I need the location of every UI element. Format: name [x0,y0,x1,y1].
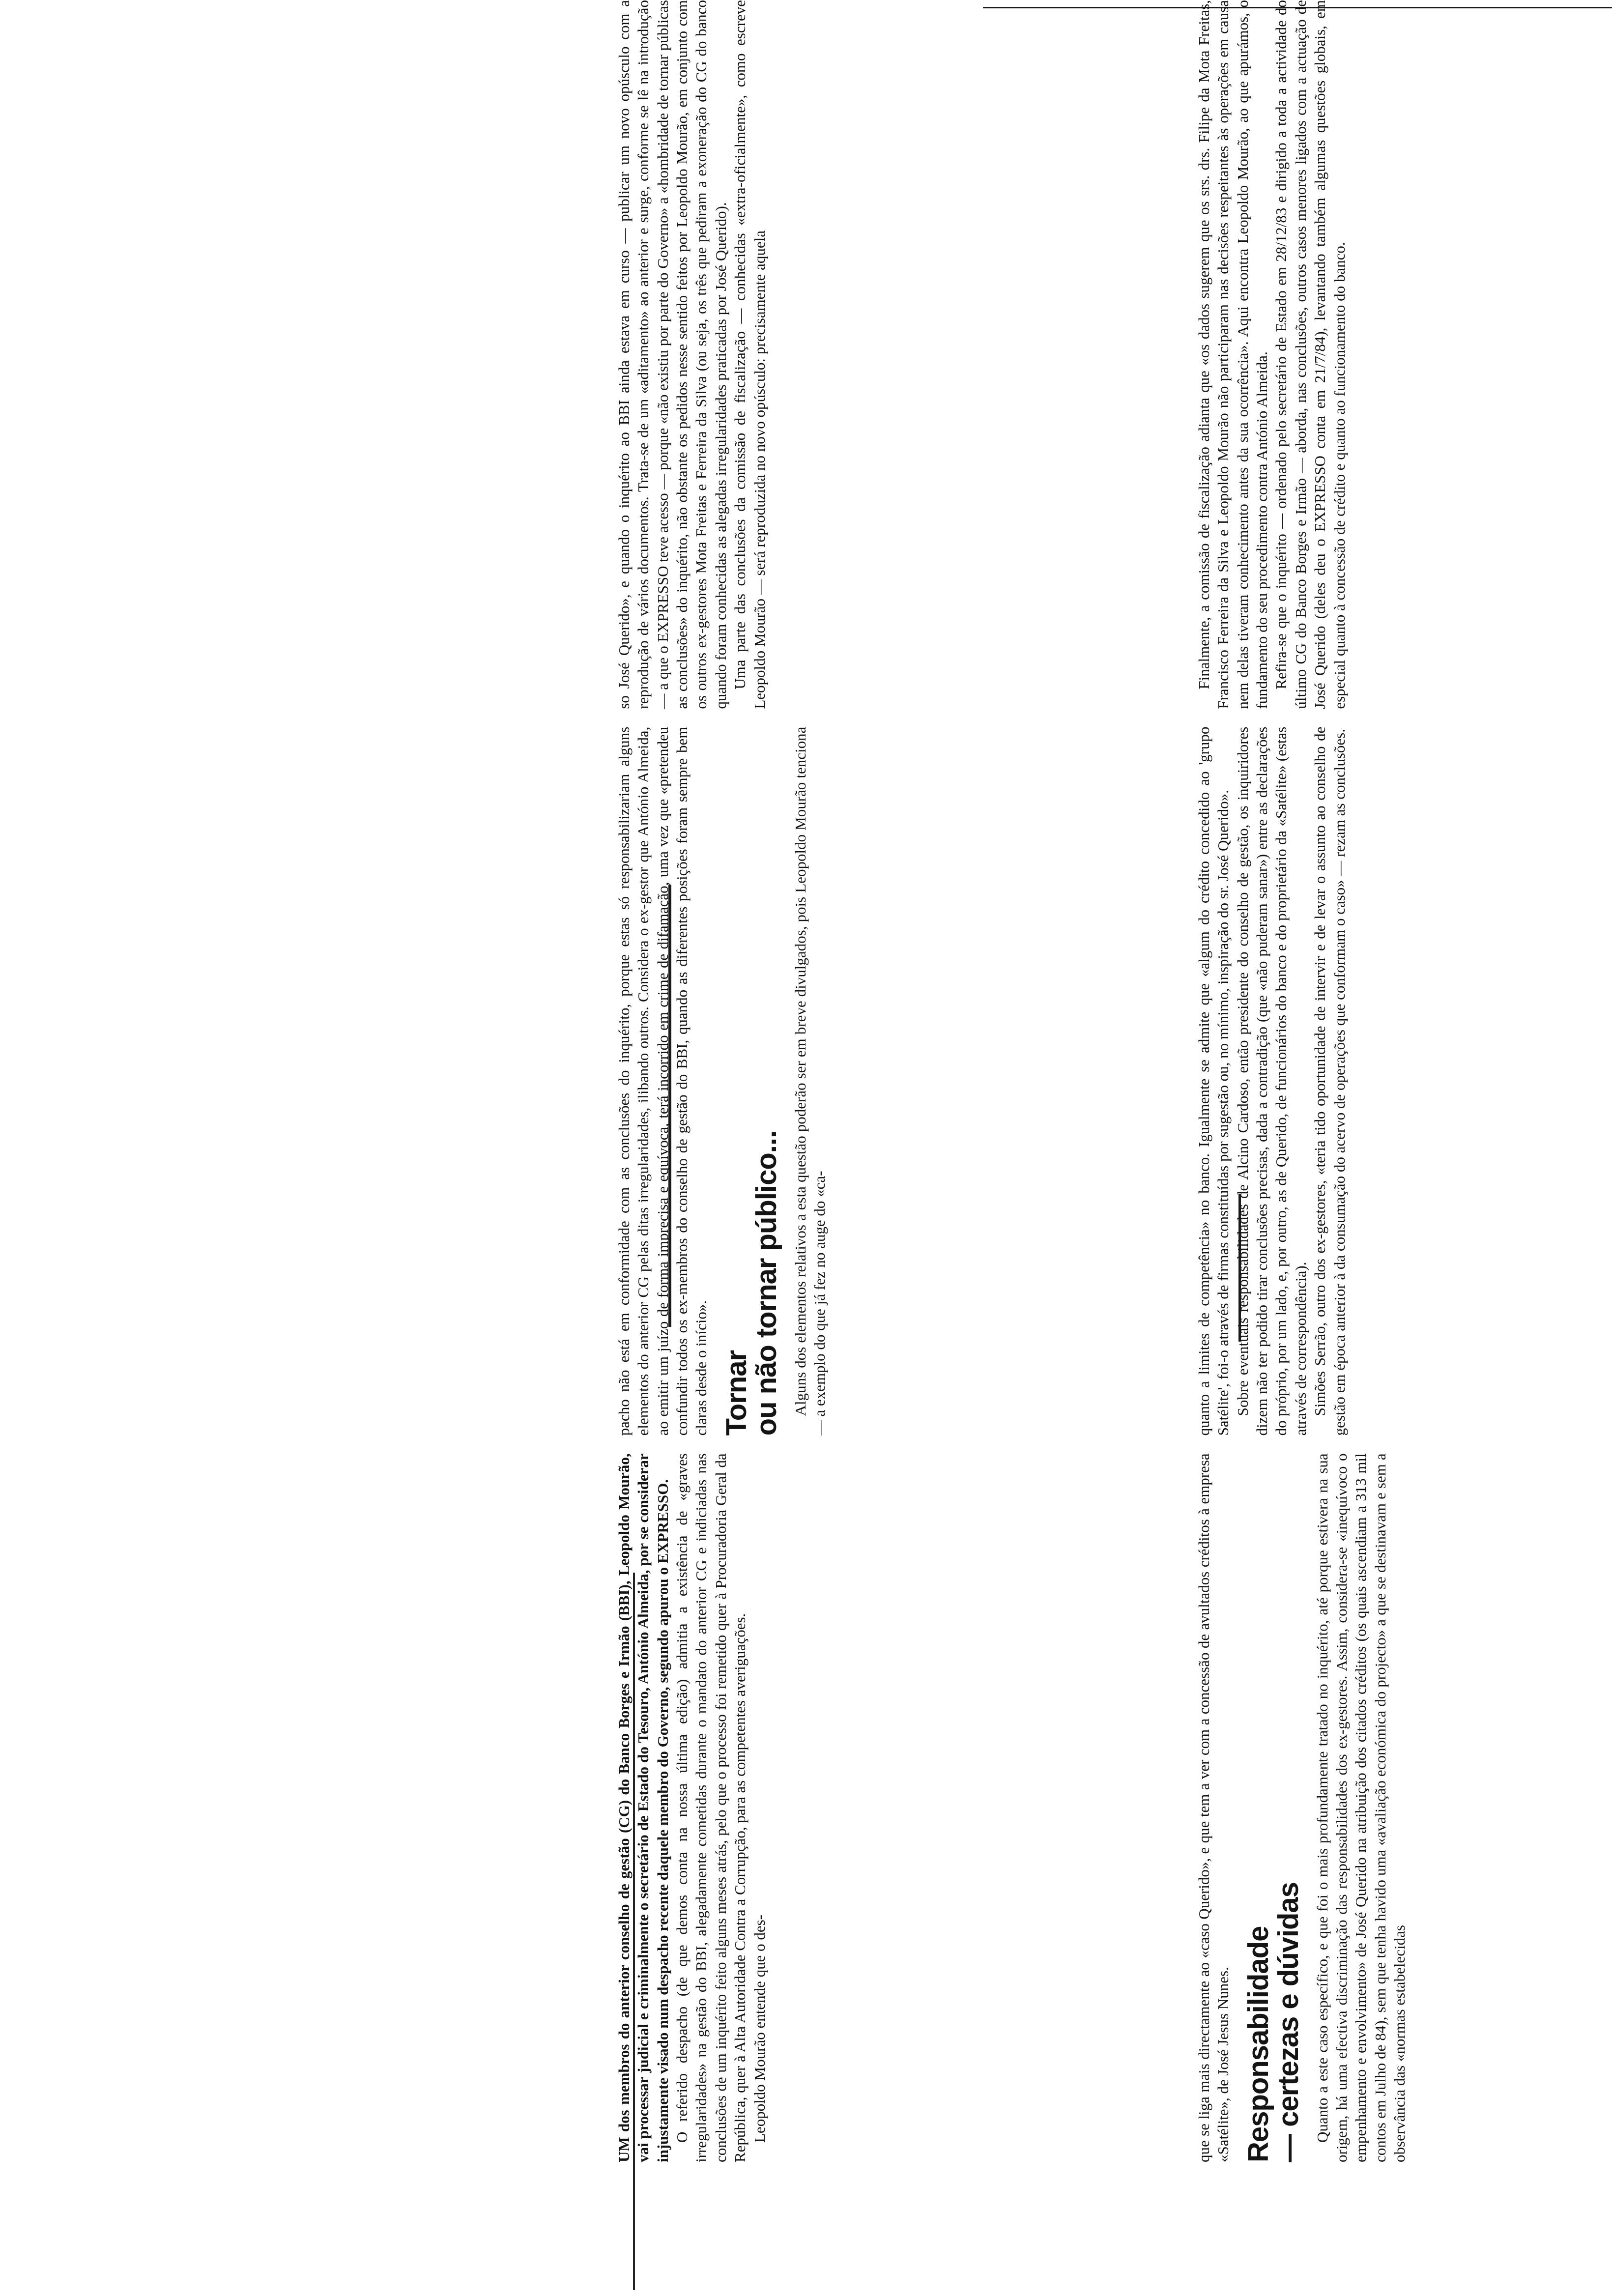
paragraph: so José Querido», e quando o inquérito ao BBI ainda estava em curso — publicar um novo opúsculo com a reprodução de vários documentos. Trata-se de um «aditamento» ao anterior e surge, conforme se lê na introdução — a que o EXPRESSO teve acesso — porque «não existiu por parte do Governo» a «hombridade de tornar públicas as conclusões» do inquérito, não obstante os pedidos nesse sentido feitos por Leopoldo Mourão, em conjunto com os outros ex-gestores Mota Freitas e Ferreira da Silva (ou seja, os três que pediram a exoneração do CG do banco quando foram conhecidas as alegadas irregularidades praticadas por José Querido). [615,0,729,709]
paragraph: Alguns dos elementos relativos a esta questão poderão ser em breve divulgados, pois Leopoldo Mourão tenciona — a exemplo do que já fez no auge do «ca- [791,726,828,1436]
paragraph: Finalmente, a comissão de fiscalização adianta que «os dados sugerem que os srs. drs. Filipe da Mota Freitas, Francisco Ferreira da Silva e Leopoldo Mourão não participaram nas decisões respeitantes às operações em causa nem delas tiveram conhecimento antes da sua ocorrência». Aqui encontra Leopoldo Mourão, ao que apurámos, o fundamento do seu procedimento contra António Almeida. [1195,0,1271,709]
article-column [1194,0,1612,709]
subheading-line: Responsabilidade [1242,1926,1274,2162]
paragraph: Quanto a este caso específico, e que foi o mais profundamente tratado no inquérito, até porque estivera na sua origem, há uma efectiva discriminação das responsabilidades dos ex-gestores. Assim, considera-se «inequívoco o empenhamento e envolvimento» de José Querido na atribuição dos citados créditos (os quais ascendiam a 313 mil contos em Julho de 84), sem que tenha havido uma «avaliação económica do projecto» a que se destinavam e sem a observância das «normas estabelecidas [1313,1453,1408,2162]
paragraph: Uma parte das conclusões da comissão de fiscalização — conhecidas «extra-oficialmente», como escreve Leopoldo Mourão — será reproduzida no novo opúsculo: precisamente aquela [731,0,768,709]
subheading-line: Tornar [720,1350,752,1436]
newspaper-article [614,0,1612,2162]
subheading-line: — certezas e dúvidas [1272,1882,1304,2162]
paragraph: Simões Serrão, outro dos ex-gestores, «teria tido oportunidade de intervir e de levar o assunto ao conselho de gestão em época anterior à da consumação do acervo de operações que conformam o caso» — rezam as conclusões. [1311,726,1348,1436]
subheading-line: ou não tornar público... [750,1130,782,1436]
article-column [614,0,1175,709]
paragraph: Sobre eventuais responsabilidades de Alcino Cardoso, então presidente do conselho de gestão, os inquiridores dizem não ter podido tirar conclusões precisas, dada a contradição (que «não puderam sanar») entre as declarações do próprio, por um lado, e, por outro, as de Querido, de funcionários do banco e do proprietário da «Satélite» (estas através de correspondência). [1234,726,1309,1436]
section-subheading [722,727,782,1436]
article-column [1194,727,1612,1436]
article-column [1194,1453,1612,2162]
paragraph: Refira-se que o inquérito — ordenado pelo secretário de Estado em 28/12/83 e dirigido a toda a actividade do último CG do Banco Borges e Irmão — aborda, nas conclusões, outros casos menores ligados com a actuação de José Querido (deles deu o EXPRESSO conta em 21/7/84), levantando também algumas questões globais, em especial quanto à concessão de crédito e quanto ao funcionamento do banco. [1272,0,1348,709]
paragraph: pacho não está em conformidade com as conclusões do inquérito, porque estas só responsabilizariam alguns elementos do anterior CG pelas ditas irregularidades, ilibando outros. Considera o ex-gestor que António Almeida, ao emitir um juízo de forma imprecisa e equívoca, terá incorrido em crime de difamação, uma vez que «pretendeu confundir todos os ex-membros do conselho de gestão do BBI, quando as diferentes posições foram sempre bem claras desde o início». [615,726,710,1436]
paragraph: Leopoldo Mourão entende que o des- [750,1914,768,2143]
article-column [614,727,1175,1436]
section-subheading [1244,1453,1304,2162]
article-column [614,1453,1175,2162]
paragraph: quanto a limites de competência» no banco. Igualmente se admite que «algum do crédito concedido ao 'grupo Satélite', foi-o através de firmas constituídas por sugestão ou, no mínimo, inspiração do sr. José Querido». [1195,726,1232,1436]
paragraph: O referido despacho (de que demos conta na nossa última edição) admitia a existência de «graves irregularidades» na gestão do BBI, alegadamente cometidas durante o mandato do anterior CG e indiciadas nas conclusões de um inquérito feito alguns meses atrás, pelo que o processo foi remetido quer à Procuradoria Geral da República, quer à Alta Autoridade Contra a Corrupção, para as competentes averiguações. [673,1453,749,2162]
paragraph: que se liga mais directamente ao «caso Querido», e que tem a ver com a concessão de avultados créditos à empresa «Satélite», de José Jesus Nunes. [1195,1453,1232,2162]
lead-paragraph: UM dos membros do anterior conselho de gestão (CG) do Banco Borges e Irmão (BBI), Leopoldo Mourão, vai processar judicial e criminalmente o secretário de Estado do Tesouro, António Almeida, por se considerar injustamente visado num despacho recente daquele membro do Governo, segundo apurou o EXPRESSO. [615,1453,671,2162]
article-bottom-tier [1194,0,1612,2162]
article-top-tier [614,0,1175,2162]
